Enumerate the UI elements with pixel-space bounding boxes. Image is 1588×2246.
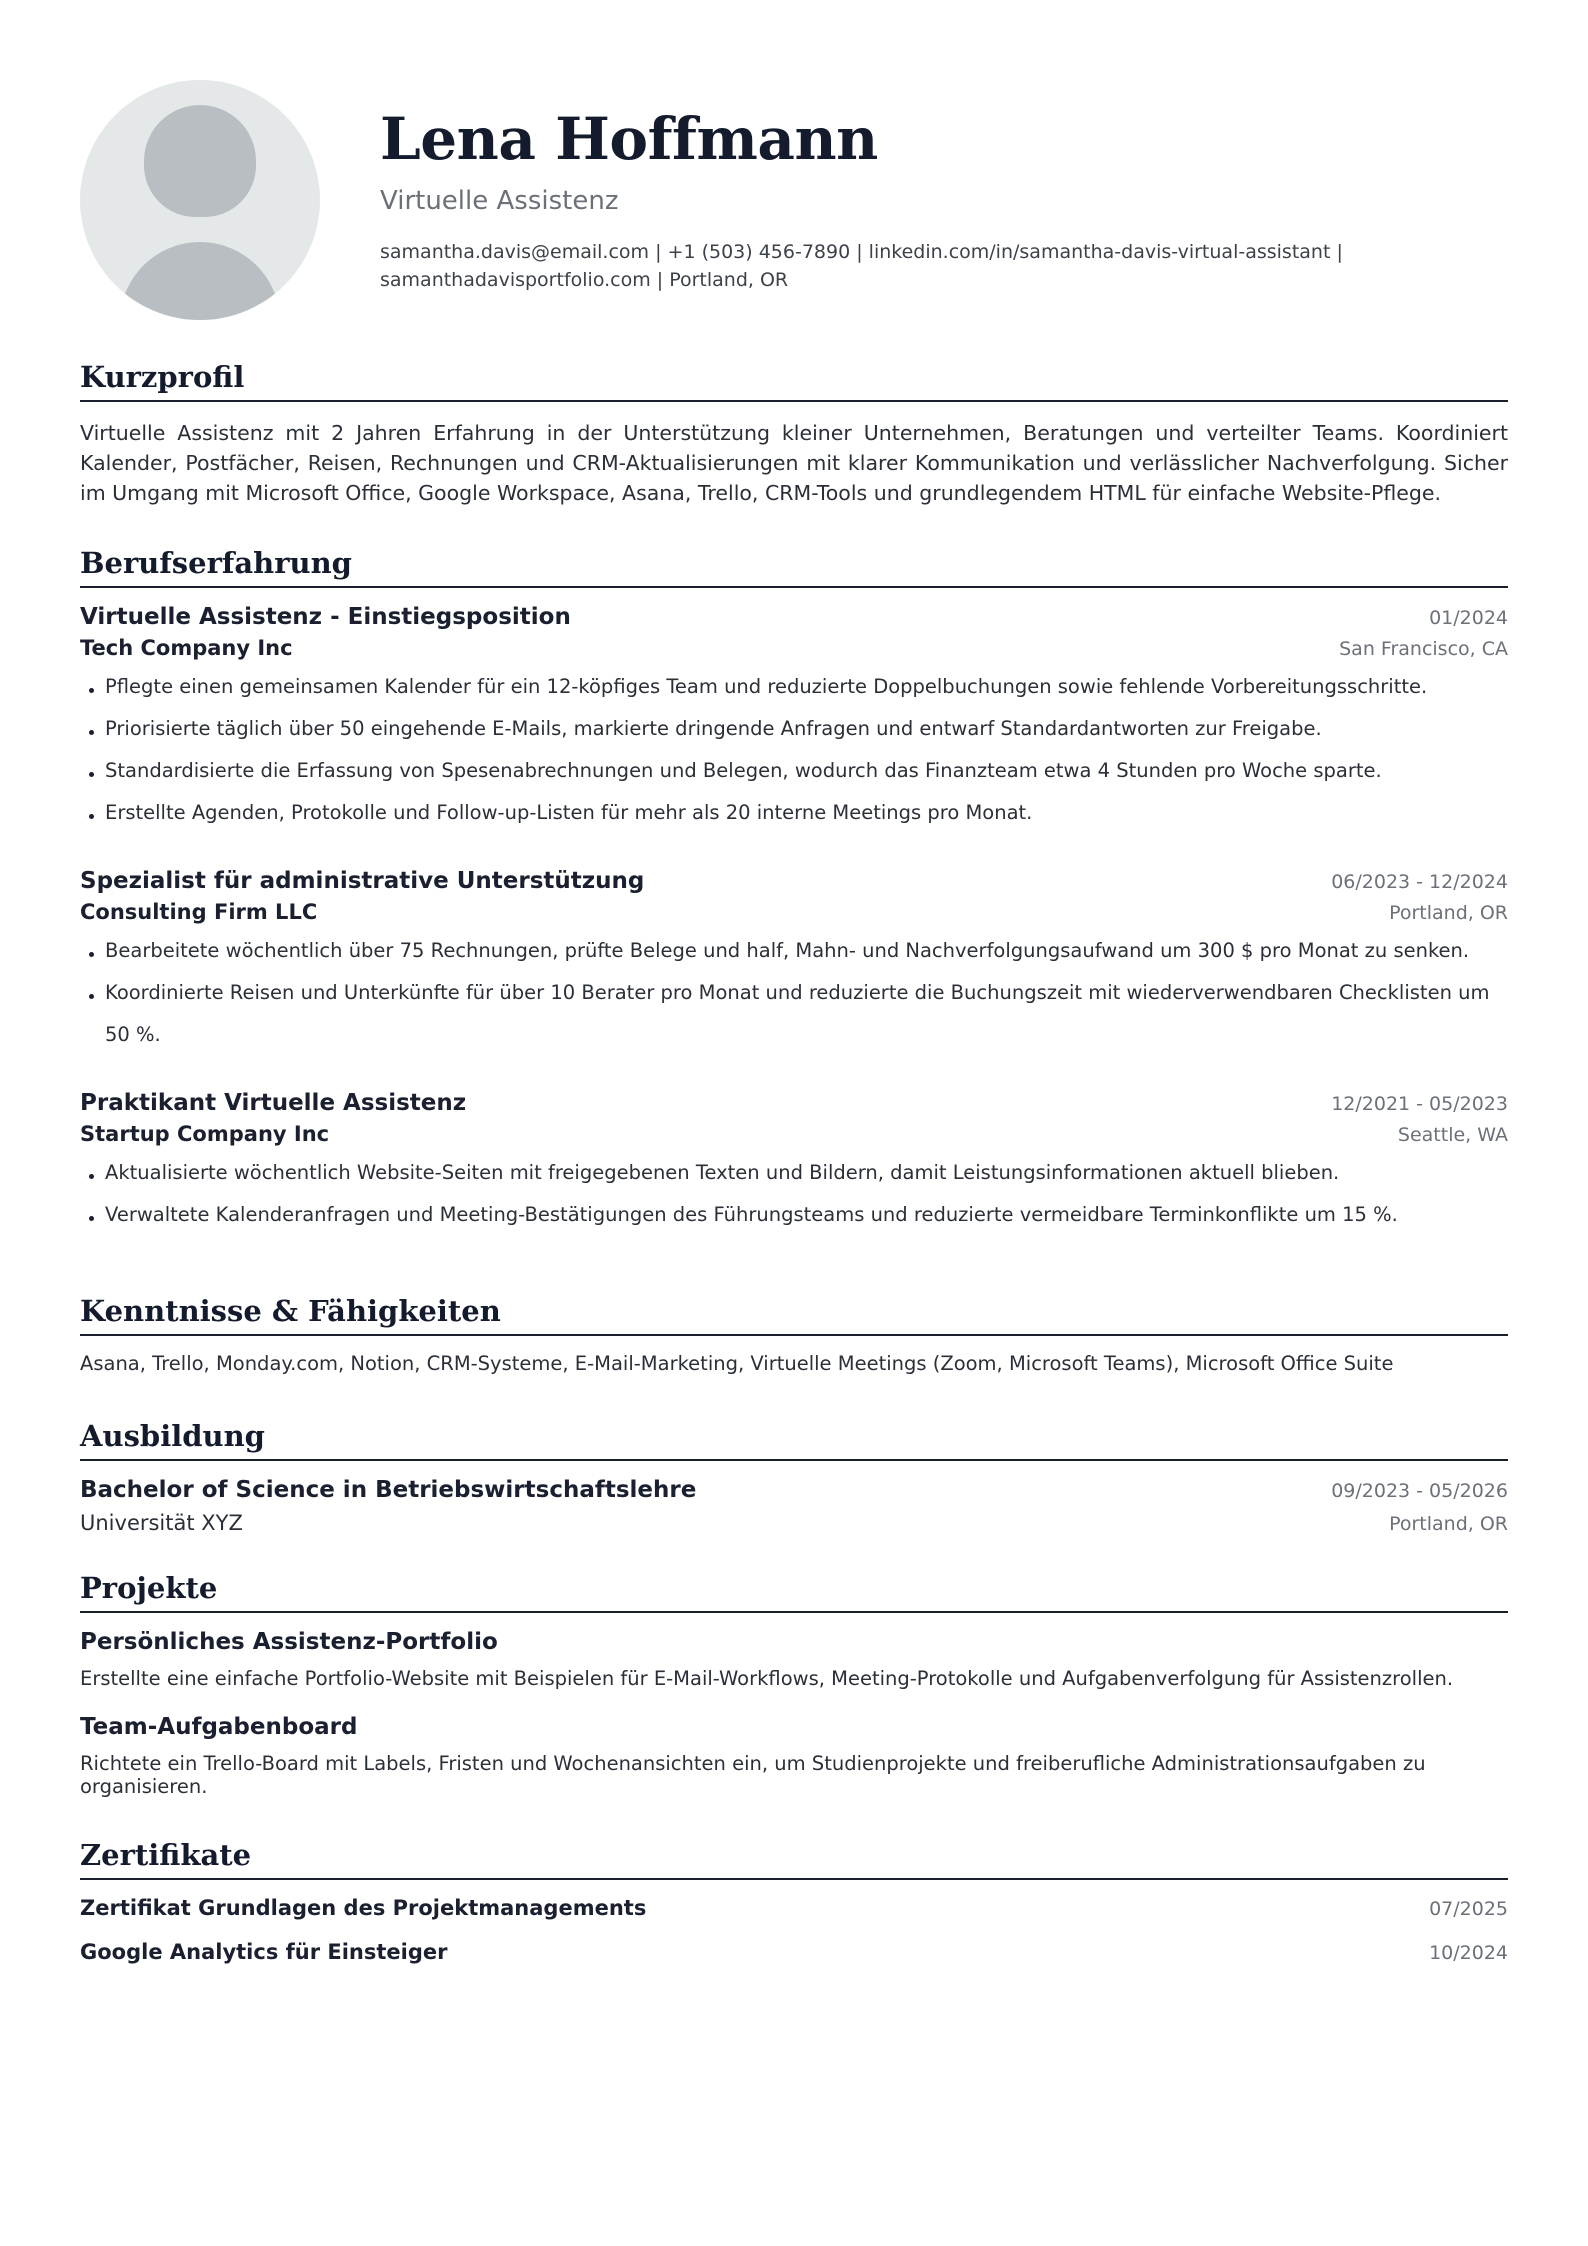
job-bullet: Bearbeitete wöchentlich über 75 Rechnungen, prüfte Belege und half, Mahn- und Nachverfolgungsaufwand um 300 $ pro Monat zu senken.: [80, 930, 1508, 972]
section-title-certificates: Zertifikate: [80, 1838, 1508, 1880]
skills-text: Asana, Trello, Monday.com, Notion, CRM-Systeme, E-Mail-Marketing, Virtuelle Meetings (Zoom, Microsoft Teams), Microsoft Office Suite: [80, 1352, 1394, 1375]
summary-section: [80, 360, 1508, 508]
experience-section: [80, 546, 1508, 1236]
avatar-body-shape: [120, 242, 280, 320]
contact-line: samantha.davis@email.com | +1 (503) 456-7890 | linkedin.com/in/samantha-davis-virtual-assistant | samanthadavisportfolio.com | Portland, OR: [380, 240, 1343, 291]
project-entry: [80, 1714, 1508, 1798]
job-title: Praktikant Virtuelle Assistenz: [80, 1090, 467, 1116]
certificate-date: 07/2025: [1429, 1898, 1508, 1920]
job-bullet: Erstellte Agenden, Protokolle und Follow-up-Listen für mehr als 20 interne Meetings pro Monat.: [80, 792, 1508, 834]
section-title-projects: Projekte: [80, 1571, 1508, 1613]
education-school: Universität XYZ: [80, 1511, 243, 1535]
job-bullet: Priorisierte täglich über 50 eingehende E-Mails, markierte dringende Anfragen und entwarf Standardantworten zur Freigabe.: [80, 708, 1508, 750]
skills-section: [80, 1294, 1508, 1375]
job-bullets: [80, 1152, 1508, 1236]
education-degree: Bachelor of Science in Betriebswirtschaftslehre: [80, 1477, 697, 1503]
job-date: 01/2024: [1429, 607, 1508, 629]
job-entry: [80, 1090, 1508, 1236]
education-location: Portland, OR: [1389, 1513, 1508, 1535]
job-company: Startup Company Inc: [80, 1122, 330, 1146]
job-bullets: [80, 666, 1508, 834]
section-title-experience: Berufserfahrung: [80, 546, 1508, 588]
job-title: Virtuelle Assistenz - Einstiegsposition: [80, 604, 571, 630]
job-location: San Francisco, CA: [1339, 638, 1508, 660]
job-company: Consulting Firm LLC: [80, 900, 318, 924]
job-entry: [80, 868, 1508, 1056]
project-title: Team-Aufgabenboard: [80, 1714, 358, 1740]
job-location: Portland, OR: [1389, 902, 1508, 924]
resume-header: [80, 80, 1508, 325]
job-entry: [80, 604, 1508, 834]
job-date: 06/2023 - 12/2024: [1331, 871, 1508, 893]
job-date: 12/2021 - 05/2023: [1331, 1093, 1508, 1115]
job-bullet: Verwaltete Kalenderanfragen und Meeting-Bestätigungen des Führungsteams und reduzierte vermeidbare Terminkonflikte um 15 %.: [80, 1194, 1508, 1236]
certificate-date: 10/2024: [1429, 1942, 1508, 1964]
certificate-entry: [80, 1940, 1508, 1964]
job-bullet: Standardisierte die Erfassung von Spesenabrechnungen und Belegen, wodurch das Finanzteam etwa 4 Stunden pro Woche sparte.: [80, 750, 1508, 792]
job-bullet: Pflegte einen gemeinsamen Kalender für ein 12-köpfiges Team und reduzierte Doppelbuchungen sowie fehlende Vorbereitungsschritte.: [80, 666, 1508, 708]
summary-text: Virtuelle Assistenz mit 2 Jahren Erfahrung in der Unterstützung kleiner Unternehmen, Beratungen und verteilter Teams. Koordiniert Kalender, Postfächer, Reisen, Rechnungen und CRM-Aktualisierungen mit klarer Kommunikation und verlässlicher Nachverfolgung. Sicher im Umgang mit Microsoft Office, Google Workspace, Asana, Trello, CRM-Tools und grundlegendem HTML für einfache Website-Pflege.: [80, 421, 1508, 505]
header-text: [380, 80, 1380, 294]
job-bullet: Aktualisierte wöchentlich Website-Seiten mit freigegebenen Texten und Bildern, damit Leistungsinformationen aktuell blieben.: [80, 1152, 1508, 1194]
job-company: Tech Company Inc: [80, 636, 293, 660]
candidate-role: Virtuelle Assistenz: [380, 185, 619, 216]
section-title-skills: Kenntnisse & Fähigkeiten: [80, 1294, 1508, 1336]
job-location: Seattle, WA: [1397, 1124, 1508, 1146]
section-title-summary: Kurzprofil: [80, 360, 1508, 402]
avatar-placeholder-icon: [80, 80, 320, 320]
project-description: Erstellte eine einfache Portfolio-Website mit Beispielen für E-Mail-Workflows, Meeting-Protokolle und Aufgabenverfolgung für Assistenzrollen.: [80, 1667, 1454, 1690]
project-title: Persönliches Assistenz-Portfolio: [80, 1629, 498, 1655]
certificate-title: Google Analytics für Einsteiger: [80, 1940, 448, 1964]
job-bullets: [80, 930, 1508, 1056]
certificate-title: Zertifikat Grundlagen des Projektmanagements: [80, 1896, 647, 1920]
projects-section: [80, 1571, 1508, 1798]
section-title-education: Ausbildung: [80, 1419, 1508, 1461]
project-description: Richtete ein Trello-Board mit Labels, Fristen und Wochenansichten ein, um Studienprojekte und freiberufliche Administrationsaufgaben zu organisieren.: [80, 1752, 1426, 1798]
job-title: Spezialist für administrative Unterstützung: [80, 868, 645, 894]
education-section: [80, 1419, 1508, 1535]
candidate-name: Lena Hoffmann: [380, 105, 878, 173]
job-bullet: Koordinierte Reisen und Unterkünfte für über 10 Berater pro Monat und reduzierte die Buchungszeit mit wiederverwendbaren Checklisten um 50 %.: [80, 972, 1508, 1056]
certificate-entry: [80, 1896, 1508, 1920]
certificates-section: [80, 1838, 1508, 1964]
avatar-head-shape: [144, 105, 256, 217]
education-date: 09/2023 - 05/2026: [1331, 1480, 1508, 1502]
project-entry: [80, 1629, 1508, 1690]
